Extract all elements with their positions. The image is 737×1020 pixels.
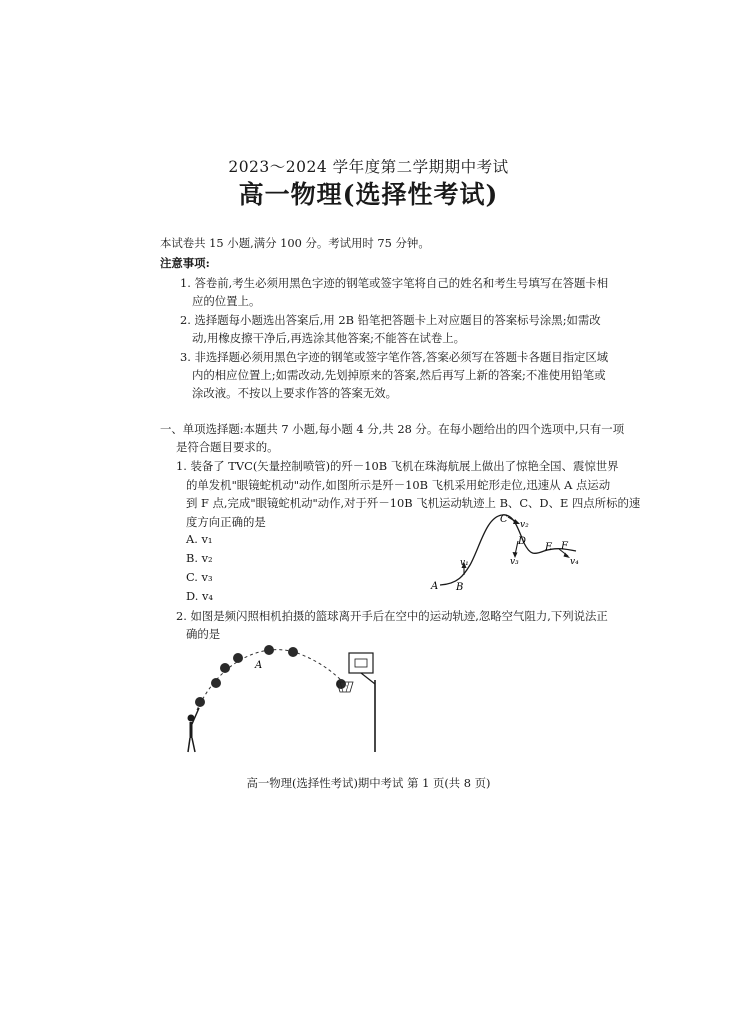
point-e-label: E <box>545 542 553 553</box>
exam-title: 2023～2024 学年度第二学期期中考试 <box>228 158 509 176</box>
player-left-leg <box>188 738 190 752</box>
point-b-label: B <box>456 582 464 593</box>
player-right-leg <box>192 738 195 752</box>
notice-item-3-line-3: 涂改液。不按以上要求作答的答案无效。 <box>192 386 398 400</box>
question-1-line-2: 的单发机"眼镜蛇机动"动作,如图所示是歼－10B 飞机采用蛇形走位,迅速从 A 点运动 <box>186 478 611 492</box>
notice-item-2-line-1: 2. 选择题每小题选出答案后,用 2B 铅笔把答题卡上对应题目的答案标号涂黑;如需改 <box>180 313 601 327</box>
question-2-basketball-figure <box>175 640 390 758</box>
section-1-line-2: 是符合题目要求的。 <box>176 440 279 454</box>
page-footer: 高一物理(选择性考试)期中考试 第 1 页(共 8 页) <box>246 776 491 790</box>
question-1-option-c: C. v₃ <box>186 570 213 584</box>
question-2-line-2: 确的是 <box>186 627 221 641</box>
velocity-v2-label: v₂ <box>520 520 529 530</box>
point-c-label: C <box>500 514 508 525</box>
question-1-line-1: 1. 装备了 TVC(矢量控制喷管)的歼－10B 飞机在珠海航展上做出了惊艳全国、震惊世界 <box>176 459 619 473</box>
notice-item-2-line-2: 动,用橡皮擦干净后,再选涂其他答案;不能答在试卷上。 <box>192 331 466 345</box>
backboard <box>349 653 373 673</box>
velocity-v3-label: v₃ <box>510 557 519 567</box>
point-a-label: A <box>255 660 263 671</box>
intro-text: 本试卷共 15 小题,满分 100 分。考试用时 75 分钟。 <box>160 236 430 250</box>
question-1-option-b: B. v₂ <box>186 551 213 565</box>
velocity-v1-label: v₁ <box>460 558 469 568</box>
notice-item-3-line-2: 内的相应位置上;如需改动,先划掉原来的答案,然后再写上新的答案;不准使用铅笔或 <box>192 368 606 382</box>
point-d-label: D <box>518 536 527 547</box>
question-1-trajectory-figure <box>420 505 590 600</box>
ball-5 <box>264 645 274 655</box>
notice-item-1-line-1: 1. 答卷前,考生必须用黑色字迹的钢笔或签字笔将自己的姓名和考生号填写在答题卡相 <box>180 276 609 290</box>
notice-heading: 注意事项: <box>160 256 210 270</box>
question-1-line-4: 度方向正确的是 <box>186 515 266 529</box>
subject-title: 高一物理(选择性考试) <box>238 180 499 209</box>
backboard-inner <box>355 659 367 667</box>
section-1-line-1: 一、单项选择题:本题共 7 小题,每小题 4 分,共 28 分。在每小题给出的四个选项中,只有一项 <box>160 422 625 436</box>
ball-6 <box>288 647 298 657</box>
hoop-arm <box>361 673 375 684</box>
question-2-line-1: 2. 如图是频闪照相机拍摄的篮球离开手后在空中的运动轨迹,忽略空气阻力,下列说法正 <box>176 609 608 623</box>
trajectory-curve <box>440 515 576 585</box>
notice-item-3-line-1: 3. 非选择题必须用黑色字迹的钢笔或签字笔作答,答案必须写在答题卡各题目指定区域 <box>180 350 609 364</box>
question-1-option-d: D. v₄ <box>186 589 213 603</box>
point-f-label: F <box>561 541 568 552</box>
notice-item-1-line-2: 应的位置上。 <box>192 294 261 308</box>
ball-1 <box>195 697 205 707</box>
question-1-option-a: A. v₁ <box>186 532 213 546</box>
question-1-line-3: 到 F 点,完成"眼镜蛇机动"动作,对于歼－10B 飞机运动轨迹上 B、C、D、E 四点所标的速 <box>186 496 641 510</box>
ball-4 <box>233 653 243 663</box>
ball-2 <box>211 678 221 688</box>
velocity-v2-arrowhead <box>513 519 520 524</box>
point-a-label: A <box>431 581 439 592</box>
velocity-v4-label: v₄ <box>570 557 579 567</box>
ball-3 <box>220 663 230 673</box>
